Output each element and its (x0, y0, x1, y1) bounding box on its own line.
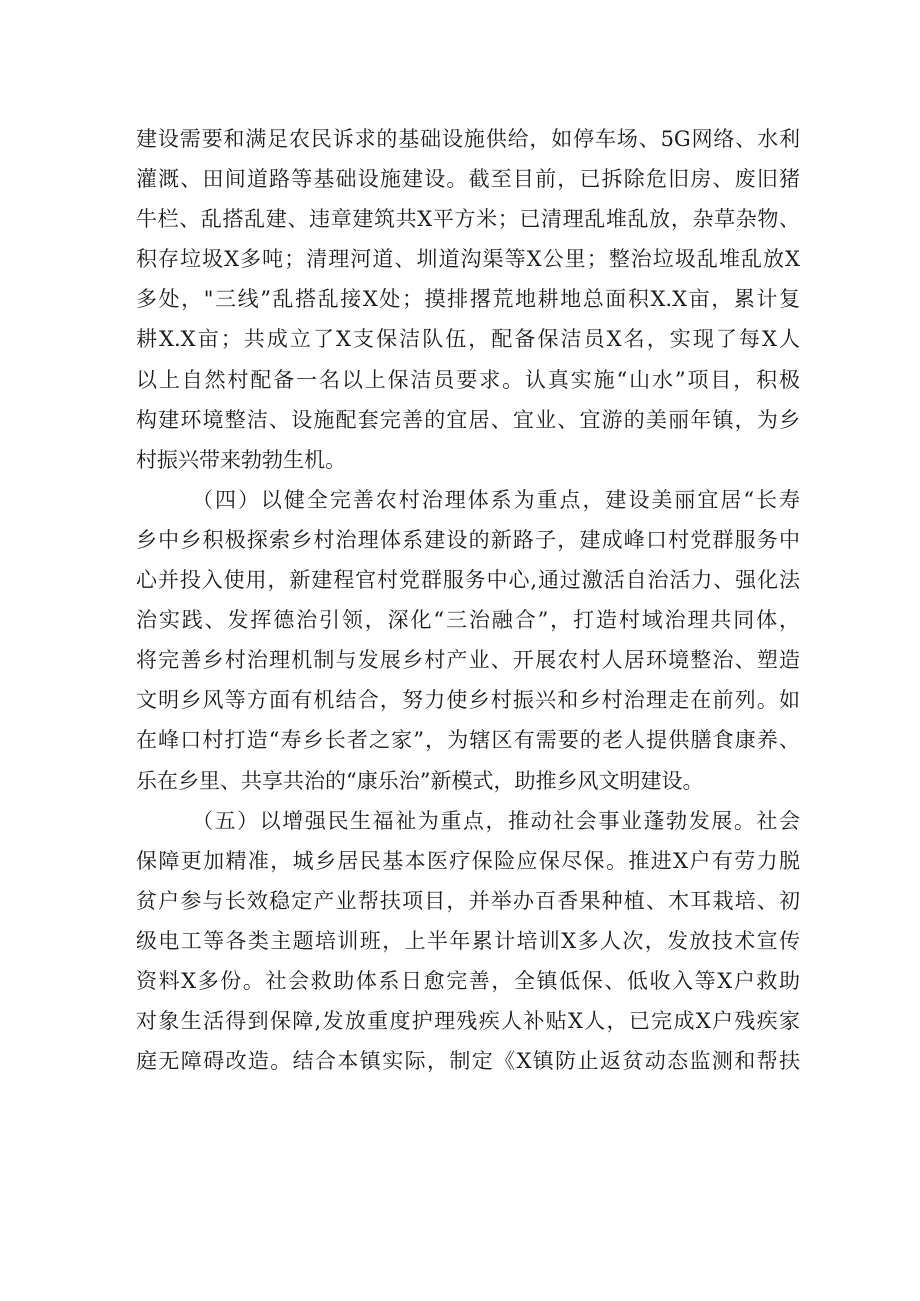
text-line: 耕X.X亩；共成立了X支保洁队伍，配备保洁员X名，实现了每X人 (136, 327, 800, 352)
text-line: 灌溉、田间道路等基础设施建设。截至目前，已拆除危旧房、废旧猪 (136, 167, 800, 192)
text-line: 保障更加精准，城乡居民基本医疗保险应保尽保。推进X户有劳力脱 (136, 848, 800, 873)
text-line: 建设需要和满足农民诉求的基础设施供给，如停车场、5G网络、水利 (136, 127, 800, 151)
text-line: 文明乡风等方面有机结合，努力使乡村振兴和乡村治理走在前列。如 (136, 688, 800, 713)
text-line: 多处，"三线”乱搭乱接X处；摸排撂荒地耕地总面积X.X亩，累计复 (136, 287, 800, 312)
text-line: 对象生活得到保障,发放重度护理残疾人补贴X人，已完成X户残疾家 (136, 1009, 800, 1034)
text-line: 乡中乡积极探索乡村治理体系建设的新路子，建成峰口村党群服务中 (136, 527, 800, 552)
text-line: 将完善乡村治理机制与发展乡村产业、开展农村人居环境整治、塑造 (136, 648, 800, 673)
text-line: 资料X多份。社会救助体系日愈完善，全镇低保、低收入等X户救助 (136, 968, 800, 993)
paragraph-heading-5: （五）以增强民生福祉为重点，推动社会事业蓬勃发展。社会 (192, 808, 800, 833)
text-line: 在峰口村打造“寿乡长者之家”，为辖区有需要的老人提供膳食康养、 (136, 728, 800, 753)
text-line: 贫户参与长效稳定产业帮扶项目，并举办百香果种植、木耳栽培、初 (136, 888, 800, 913)
document-body (136, 119, 800, 1081)
paragraph-heading-4: （四）以健全完善农村治理体系为重点，建设美丽宜居“长寿 (192, 487, 800, 512)
text-line: 心并投入使用，新建程官村党群服务中心,通过激活自治活力、强化法 (136, 568, 800, 593)
text-line: 以上自然村配备一名以上保洁员要求。认真实施“山水”项目，积极 (136, 367, 800, 392)
text-line: 积存垃圾X多吨；清理河道、圳道沟渠等X公里；整治垃圾乱堆乱放X (136, 247, 800, 272)
text-line: 乐在乡里、共享共治的“康乐治”新模式，助推乡风文明建设。 (136, 768, 704, 793)
text-line: 庭无障碍改造。结合本镇实际，制定《X镇防止返贫动态监测和帮扶 (136, 1049, 800, 1074)
text-line: 村振兴带来勃勃生机。 (136, 447, 346, 472)
text-line: 牛栏、乱搭乱建、违章建筑共X平方米；已清理乱堆乱放，杂草杂物、 (136, 207, 800, 232)
text-line: 构建环境整洁、设施配套完善的宜居、宜业、宜游的美丽年镇，为乡 (136, 407, 800, 432)
text-line: 治实践、发挥德治引领，深化“三治融合”，打造村域治理共同体， (136, 608, 800, 633)
text-line: 级电工等各类主题培训班，上半年累计培训X多人次，发放技术宣传 (136, 928, 800, 953)
